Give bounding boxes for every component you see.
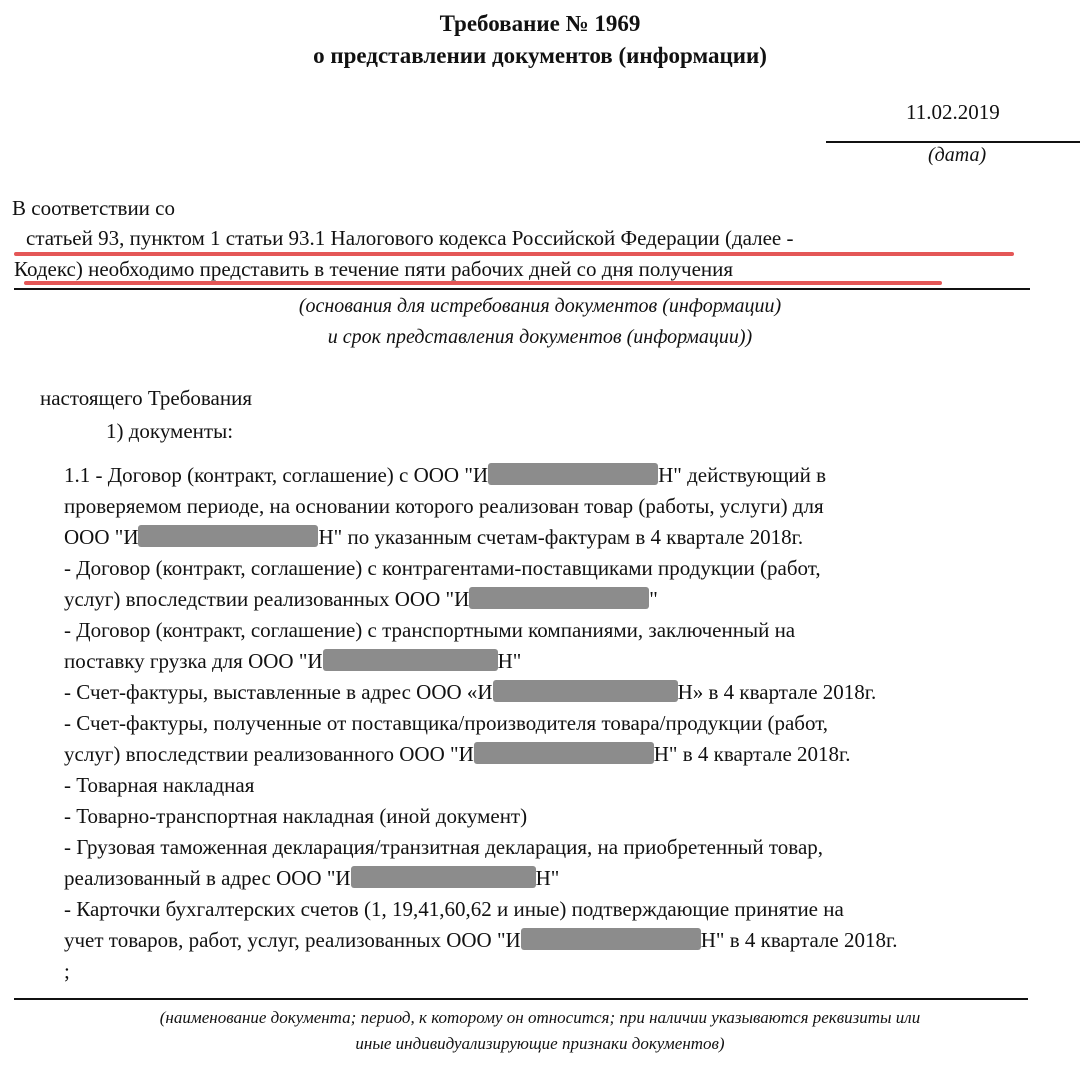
documents-list bbox=[64, 460, 1074, 987]
list-item bbox=[64, 956, 1074, 987]
list-item-text-tail: Н" действующий в bbox=[658, 463, 827, 487]
redaction-block bbox=[351, 866, 536, 888]
redaction-block bbox=[488, 463, 658, 485]
list-item bbox=[64, 739, 1074, 770]
redaction-block bbox=[474, 742, 654, 764]
date-value: 11.02.2019 bbox=[906, 100, 1000, 124]
list-item-text: - Карточки бухгалтерских счетов (1, 19,41,60,62 и иные) подтверждающие принятие на bbox=[64, 897, 844, 921]
list-item-text: учет товаров, работ, услуг, реализованных ООО "И bbox=[64, 928, 521, 952]
footer-caption-1: (наименование документа; период, к которому он относится; при наличии указываются реквизиты или bbox=[159, 1008, 921, 1027]
redaction-block bbox=[469, 587, 649, 609]
list-item-text-tail: Н" по указанным счетам-фактурам в 4 квартале 2018г. bbox=[318, 525, 804, 549]
intro-line-1: настоящего Требования bbox=[40, 386, 252, 410]
basis-separator bbox=[14, 288, 1030, 290]
list-item bbox=[64, 646, 1074, 677]
basis-line-2: статьей 93, пунктом 1 статьи 93.1 Налогового кодекса Российской Федерации (далее - bbox=[26, 226, 794, 250]
list-item-text: услуг) впоследствии реализованных ООО "И bbox=[64, 587, 470, 611]
highlight-underline-2 bbox=[24, 281, 942, 285]
document-subtitle: о представлении документов (информации) bbox=[313, 43, 767, 68]
date-underline bbox=[826, 141, 1080, 143]
basis-line-1: В соответствии со bbox=[12, 196, 175, 220]
list-item-text: проверяемом периоде, на основании которого реализован товар (работы, услуги) для bbox=[64, 494, 824, 518]
footer-separator bbox=[14, 998, 1028, 1000]
list-item-text-tail: Н" bbox=[535, 866, 560, 890]
list-item bbox=[64, 801, 1074, 832]
list-item bbox=[64, 925, 1074, 956]
list-item bbox=[64, 491, 1074, 522]
list-item bbox=[64, 522, 1074, 553]
list-item-text: - Договор (контракт, соглашение) с контрагентами-поставщиками продукции (работ, bbox=[64, 556, 821, 580]
list-item bbox=[64, 615, 1074, 646]
basis-caption-2: и срок представления документов (информации)) bbox=[327, 326, 753, 348]
list-item bbox=[64, 708, 1074, 739]
list-item-text: услуг) впоследствии реализованного ООО "И bbox=[64, 742, 474, 766]
list-item bbox=[64, 894, 1074, 925]
list-item bbox=[64, 553, 1074, 584]
list-item-text: - Счет-фактуры, выставленные в адрес ООО «И bbox=[64, 680, 493, 704]
list-item-text: - Договор (контракт, соглашение) с транспортными компаниями, заключенный на bbox=[64, 618, 796, 642]
list-item-text-tail: Н" в 4 квартале 2018г. bbox=[700, 928, 898, 952]
list-item bbox=[64, 677, 1074, 708]
list-item-text: ; bbox=[64, 959, 70, 983]
list-item-text: - Грузовая таможенная декларация/транзитная декларация, на приобретенный товар, bbox=[64, 835, 824, 859]
list-item-text: ООО "И bbox=[64, 525, 139, 549]
list-item-text: реализованный в адрес ООО "И bbox=[64, 866, 351, 890]
basis-line-3: Кодекс) необходимо представить в течение пяти рабочих дней со дня получения bbox=[14, 257, 734, 281]
redaction-block bbox=[493, 680, 678, 702]
list-item-text-tail: " bbox=[649, 587, 658, 611]
redaction-block bbox=[521, 928, 701, 950]
list-item-text-tail: Н" в 4 квартале 2018г. bbox=[653, 742, 851, 766]
list-item-text: - Счет-фактуры, полученные от поставщика/производителя товара/продукции (работ, bbox=[64, 711, 829, 735]
list-item-text: - Товарно-транспортная накладная (иной документ) bbox=[64, 804, 528, 828]
list-item bbox=[64, 460, 1074, 491]
list-item-text: 1.1 - Договор (контракт, соглашение) с ООО "И bbox=[64, 463, 489, 487]
list-item bbox=[64, 863, 1074, 894]
intro-line-2: 1) документы: bbox=[106, 419, 234, 443]
basis-caption-1: (основания для истребования документов (информации) bbox=[298, 295, 782, 317]
list-item-text: - Товарная накладная bbox=[64, 773, 255, 797]
list-item bbox=[64, 832, 1074, 863]
list-item-text-tail: Н» в 4 квартале 2018г. bbox=[677, 680, 877, 704]
list-item bbox=[64, 770, 1074, 801]
date-caption: (дата) bbox=[928, 144, 987, 166]
redaction-block bbox=[138, 525, 318, 547]
list-item-text-tail: Н" bbox=[497, 649, 522, 673]
redaction-block bbox=[323, 649, 498, 671]
document-title: Требование № 1969 bbox=[439, 11, 641, 36]
list-item bbox=[64, 584, 1074, 615]
footer-caption-2: иные индивидуализирующие признаки документов) bbox=[355, 1034, 725, 1053]
list-item-text: поставку грузка для ООО "И bbox=[64, 649, 323, 673]
